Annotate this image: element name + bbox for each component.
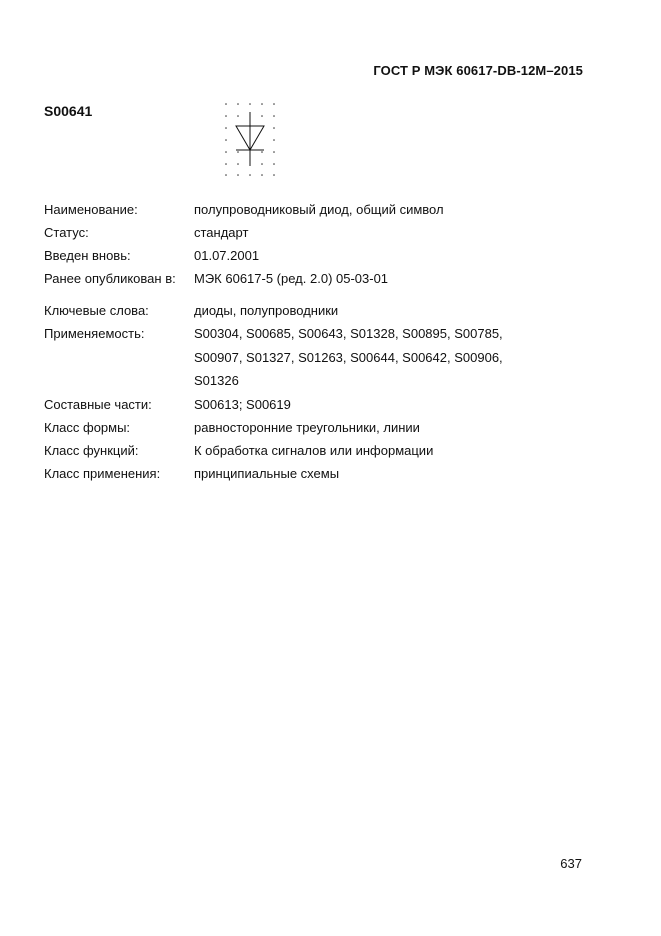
attribute-value: полупроводниковый диод, общий символ xyxy=(194,202,444,217)
attribute-row xyxy=(44,244,564,268)
attribute-value: диоды, полупроводники xyxy=(194,303,339,318)
attribute-value xyxy=(194,322,564,393)
attribute-value-line: S01326 xyxy=(194,373,239,388)
symbol-code: S00641 xyxy=(44,103,93,119)
attribute-label: Класс формы: xyxy=(44,420,131,435)
attribute-label: Статус: xyxy=(44,225,89,240)
page-number: 637 xyxy=(560,856,582,871)
attribute-value-line: S00907, S01327, S01263, S00644, S00642, S00906, xyxy=(194,349,503,365)
attribute-value: равносторонние треугольники, линии xyxy=(194,420,420,435)
attribute-value: 01.07.2001 xyxy=(194,248,260,263)
attribute-row xyxy=(44,322,564,393)
diode-shape xyxy=(236,112,264,166)
attribute-value: S00613; S00619 xyxy=(194,397,291,412)
attribute-value: стандарт xyxy=(194,225,249,240)
attribute-label: Ранее опубликован в: xyxy=(44,271,176,286)
attribute-row xyxy=(44,267,564,291)
attribute-row xyxy=(44,439,564,463)
attribute-row xyxy=(44,393,564,417)
attribute-label: Применяемость: xyxy=(44,326,145,341)
attribute-label: Наименование: xyxy=(44,202,138,217)
attribute-row xyxy=(44,299,564,323)
attribute-value-line: S00304, S00685, S00643, S01328, S00895, S00785, xyxy=(194,326,503,341)
attribute-label: Ключевые слова: xyxy=(44,303,149,318)
standard-header: ГОСТ Р МЭК 60617-DB-12M–2015 xyxy=(373,63,583,78)
attribute-row xyxy=(44,221,564,245)
attribute-value: принципиальные схемы xyxy=(194,466,340,481)
semiconductor-diode-icon xyxy=(218,98,282,180)
attribute-row xyxy=(44,416,564,440)
attribute-value: К обработка сигналов или информации xyxy=(194,443,434,458)
attribute-row xyxy=(44,462,564,486)
attribute-label: Класс применения: xyxy=(44,466,161,481)
attribute-label: Класс функций: xyxy=(44,443,139,458)
attribute-label: Введен вновь: xyxy=(44,248,131,263)
attribute-row xyxy=(44,198,564,222)
attribute-label: Составные части: xyxy=(44,397,152,412)
attribute-value: МЭК 60617-5 (ред. 2.0) 05-03-01 xyxy=(194,271,389,286)
